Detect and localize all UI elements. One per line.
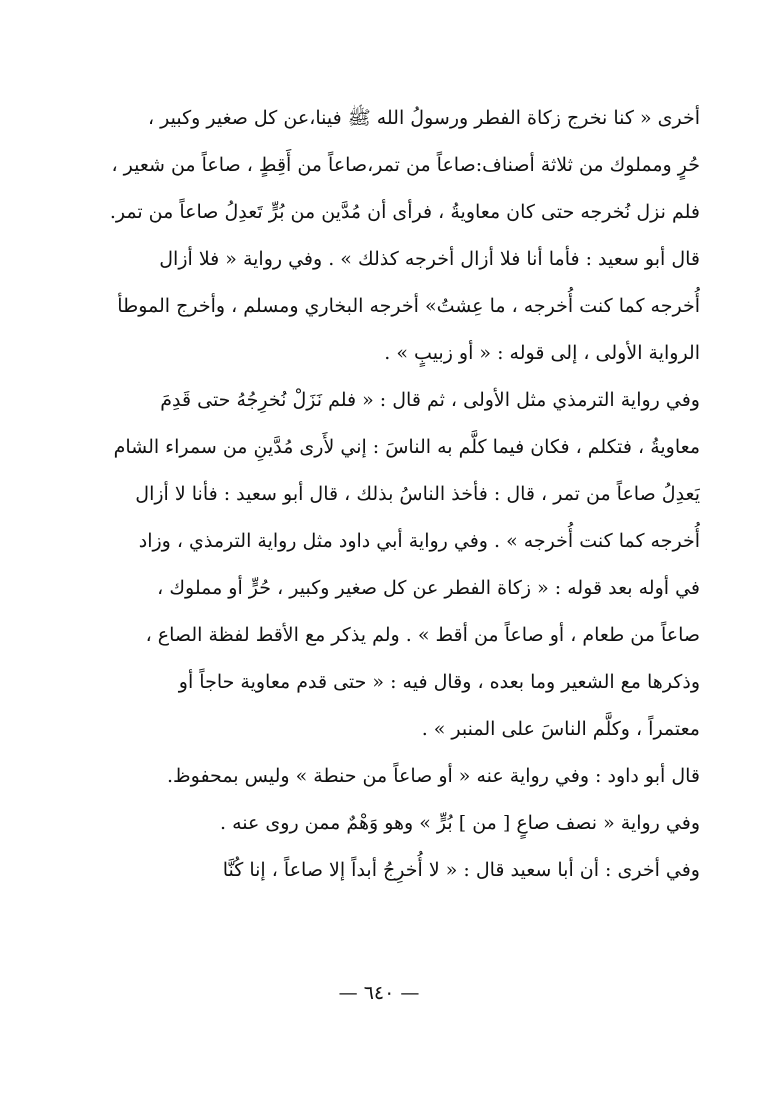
text-line: قال أبو سعيد : فأما أنا فلا أزال أخرجه كذلك » . وفي رواية « فلا أزال (159, 248, 700, 270)
body-text (88, 95, 700, 894)
paragraph-5 (88, 847, 700, 894)
text-line: يَعدِلُ صاعاً من تمر ، قال : فأخذ الناسُ بذلك ، قال أبو سعيد : فأنا لا أزال (135, 483, 700, 505)
text-line: في أوله بعد قوله : « زكاة الفطر عن كل صغير وكبير ، حُرٍّ أو مملوك ، (157, 577, 700, 599)
text-line: أخرى « كنا نخرج زكاة الفطر ورسولُ الله ﷺ فينا،عن كل صغير وكبير ، (147, 107, 700, 129)
text-line: فلم نزل نُخرجه حتى كان معاويةُ ، فرأى أن مُدَّين من بُرٍّ تَعدِلُ صاعاً من تمر. (109, 201, 700, 223)
text-line: أُخرجه كما كنت أُخرجه ، ما عِشتُ» أخرجه البخاري ومسلم ، وأخرج الموطأ (117, 295, 700, 317)
text-line: وفي أخرى : أن أبا سعيد قال : « لا أُخرِجُ أبداً إلا صاعاً ، إنا كُنَّا (222, 859, 700, 881)
text-line: وفي رواية « نصف صاعٍ [ من ] بُرٍّ » وهو وَهْمٌ ممن روى عنه . (220, 812, 700, 834)
text-line: معتمراً ، وكلَّم الناسَ على المنبر » . (421, 718, 700, 740)
paragraph-3 (88, 753, 700, 800)
text-line: معاويةُ ، فتكلم ، فكان فيما كلَّم به الناسَ : إني لأَرى مُدَّينِ من سمراء الشام (113, 436, 700, 458)
text-line: حُرٍ ومملوك من ثلاثة أصناف:صاعاً من تمر،صاعاً من أَقِطٍ ، صاعاً من شعير ، (111, 154, 700, 176)
paragraph-1 (88, 95, 700, 377)
paragraph-4 (88, 800, 700, 847)
page-number: — ٦٤٠ — (338, 982, 420, 1004)
paragraph-2 (88, 377, 700, 753)
text-line: صاعاً من طعام ، أو صاعاً من أقط » . ولم يذكر مع الأقط لفظة الصاع ، (145, 624, 700, 646)
text-line: أُخرجه كما كنت أُخرجه » . وفي رواية أبي داود مثل رواية الترمذي ، وزاد (138, 530, 700, 552)
text-line: قال أبو داود : وفي رواية عنه « أو صاعاً من حنطة » وليس بمحفوظ. (167, 765, 700, 787)
text-line: وفي رواية الترمذي مثل الأولى ، ثم قال : « فلم نَزَلْ نُخرِجُهُ حتى قَدِمَ (160, 389, 700, 411)
text-line: وذكرها مع الشعير وما بعده ، وقال فيه : « حتى قدم معاوية حاجاً أو (178, 671, 700, 693)
text-line: الرواية الأولى ، إلى قوله : « أو زبيبٍ » . (384, 342, 700, 364)
